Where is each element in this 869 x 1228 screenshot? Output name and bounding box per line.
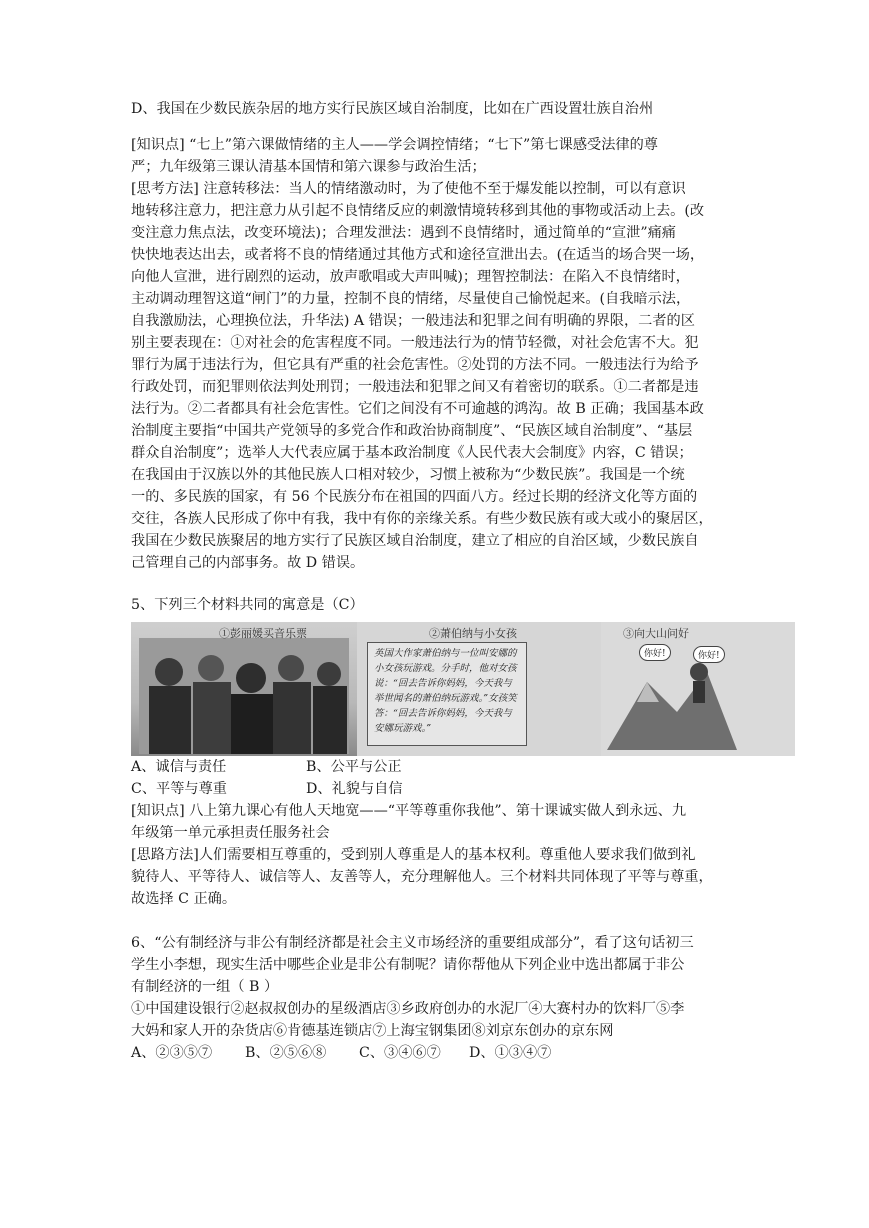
- q5-knowledge-point: [知识点] 八上第九课心有他人天地宽——“平等尊重你我他”、第十课诚实做人到永远、九 年级第一单元承担责任服务社会: [131, 803, 687, 841]
- q4-option-d: D、我国在少数民族杂居的地方实行民族区域自治制度，比如在广西设置壮族自治州: [131, 101, 654, 117]
- document-page: [131, 98, 795, 1064]
- speech-bubble: 你好!: [693, 646, 725, 663]
- option-a: A、②③⑤⑦: [131, 1045, 213, 1061]
- speech-bubble: 你好!: [639, 644, 671, 661]
- q5-question: 5、下列三个材料共同的寓意是（C）: [131, 597, 364, 613]
- option-d: D、①③④⑦: [469, 1045, 552, 1061]
- option-b: B、②⑤⑥⑧: [245, 1045, 327, 1061]
- option-a: A、诚信与责任: [131, 759, 227, 775]
- q5-options-row1: [131, 756, 795, 778]
- option-d: D、礼貌与自信: [306, 781, 403, 797]
- q5-options-row2: [131, 778, 795, 800]
- panel2-caption: ②萧伯纳与小女孩: [429, 627, 517, 640]
- q5-method-explanation: [思路方法]人们需要相互尊重的，受到别人尊重是人的基本权利。尊重他人要求我们做到礼 貌待人、平等待人、诚信等人、友善等人，充分理解他人。三个材料共同体现了平等与尊重， 故选择 C 正确。: [131, 847, 713, 907]
- option-c: C、平等与尊重: [131, 781, 227, 797]
- panel1-caption: ①彭丽媛买音乐票: [219, 627, 307, 640]
- material-story-panel: [357, 622, 601, 756]
- option-b: B、公平与公正: [306, 759, 402, 775]
- q6-options: [131, 1042, 795, 1064]
- story-text: 英国大作家萧伯纳与一位叫安娜的小女孩玩游戏。分手时，他对女孩说：“回去告诉你妈妈，今天我与举世闻名的萧伯纳玩游戏。”女孩笑答：“回去告诉你妈妈，今天我与安娜玩游戏。”: [367, 642, 527, 746]
- crowd-photo-icon: [139, 638, 349, 754]
- material-cartoon-panel: [601, 622, 795, 756]
- q4-knowledge-point: [知识点] “七上”第六课做情绪的主人——学会调控情绪；“七下”第七课感受法律的尊 严；九年级第三课认清基本国情和第六课参与政治生活；: [131, 137, 658, 175]
- q5-material-figure: [131, 622, 795, 756]
- panel3-caption: ③向大山问好: [623, 627, 689, 640]
- q6-question: 6、“公有制经济与非公有制经济都是社会主义市场经济的重要组成部分”，看了这句话初三 学生小李想，现实生活中哪些企业是非公有制呢？请你帮他从下列企业中选出都属于非公 有制经济的一组（ B ） ①中国建设银行②赵叔叔创办的星级酒店③乡政府创办的水泥厂④大赛村办的饮料厂⑤李 大妈和家人开的杂货店⑥肯德基连锁店⑦上海宝钢集团⑧刘京东创办的京东网: [131, 935, 694, 1039]
- option-c: C、③④⑥⑦: [359, 1045, 441, 1061]
- material-photo-panel: [131, 622, 357, 756]
- q4-method-explanation: [思考方法] 注意转移法：当人的情绪激动时，为了使他不至于爆发能以控制，可以有意识 地转移注意力，把注意力从引起不良情绪反应的刺激情境转移到其他的事物或活动上去。(改 变注意力焦点法，改变环境法)；合理发泄法：遇到不良情绪时，通过简单的“宣泄”痛痛 快快地表达出去，或者将不良的情绪通过其他方式和途径宣泄出去。(在适当的场合哭一场， 向他人宣泄，进行剧烈的运动，放声歌唱或大声叫喊)；理智控制法：在陷入不良情绪时， 主动调动理智这道“闸门”的力量，控制不良的情绪，尽量使自己愉悦起来。(自我暗示法， 自我激励法，心理换位法，升华法) A 错误；一般违法和犯罪之间有明确的界限，二者的区 别主要表现在：①对社会的危害程度不同。一般违法行为的情节轻微，对社会危害不大。犯 罪行为属于违法行为，但它具有严重的社会危害性。②处罚的方法不同。一般违法行为给予 行政处罚，而犯罪则依法判处刑罚；一般违法和犯罪之间又有着密切的联系。①二者都是违 法行为。②二者都具有社会危害性。它们之间没有不可逾越的鸿沟。故 B 正确；我国基本政 治制度主要指“中国共产党领导的多党合作和政治协商制度”、“民族区域自治制度”、“基层 群众自治制度”；选举人大代表应属于基本政治制度《人民代表大会制度》内容，C 错误； 在我国由于汉族以外的其他民族人口相对较少，习惯上被称为“少数民族”。我国是一个统 一的、多民族的国家，有 56 个民族分布在祖国的四面八方。经过长期的经济文化等方面的 交往，各族人民形成了你中有我，我中有你的亲缘关系。有些少数民族有或大或小的聚居区， 我国在少数民族聚居的地方实行了民族区域自治制度，建立了相应的自治区域，少数民族自 己管理自己的内部事务。故 D 错误。: [131, 181, 713, 571]
